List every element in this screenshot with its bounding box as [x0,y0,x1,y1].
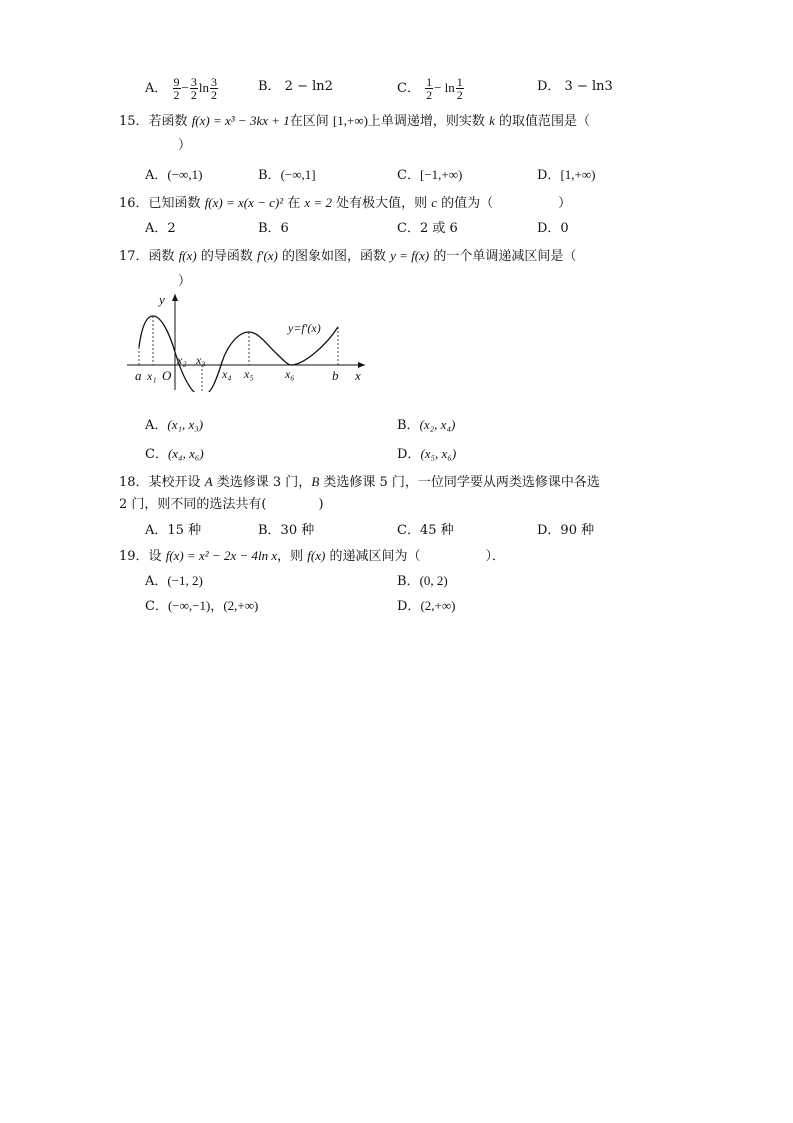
q14-option-a: A． $\frac{9}{2}$ − $\frac{3}{2}$ ln $\frac{3}{2}$ [145,75,217,102]
q16-option-c: C．2 或 6 [397,221,458,236]
q15-option-a: A．(−∞,1) [145,167,203,183]
derivative-graph [125,292,375,392]
q19-option-b: B．(0, 2) [397,573,448,589]
q16-option-b: B．6 [258,221,289,236]
q18-option-d: D．90 种 [537,523,595,538]
q17-option-d: D．(x₅, x₆) [397,446,457,462]
q18-stem: 18．某校开设 A 类选修课 3 门，B 类选修课 5 门，一位同学要从两类选修课中各选 [119,474,600,490]
fraction: $\frac{3}{2}$ [211,75,217,102]
label-x1: x₁ [147,369,157,383]
label-x2: x₂ [177,353,187,367]
q18-option-a: A．15 种 [145,523,202,538]
label-b: b [332,368,339,383]
label-x4: x₄ [222,367,232,381]
q18-stem-line2: 2 门，则不同的选法共有( ) [119,497,324,512]
q15-stem-close: ） [178,138,192,153]
q17-option-a: A．(x₁, x₃) [145,417,204,433]
q15-option-b: B．(−∞,1] [258,167,316,183]
q17-option-c: C．(x₄, x₆) [145,446,204,462]
q14-option-d: D． 3 − ln3 [537,79,613,94]
y-axis-arrow [172,294,178,301]
label-origin: O [162,368,172,383]
curve-label: y=f′(x) [288,321,321,335]
q16-stem: 16．已知函数 f(x) = x(x − c)² 在 x = 2 处有极大值，则 c 的值为（ ） [119,195,572,211]
x-axis-label: x [355,368,361,383]
q19-option-d: D．(2,+∞) [397,598,456,614]
q18-option-c: C．45 种 [397,523,454,538]
q18-option-b: B．30 种 [258,523,315,538]
fraction: $\frac{1}{2}$ [426,75,433,102]
label-x3: x₃ [196,353,206,367]
fraction: $\frac{1}{2}$ [456,75,463,102]
q19-stem: 19．设 f(x) = x² − 2x − 4ln x，则 f(x) 的递减区间为（ ）． [119,548,505,564]
label-a: a [135,368,142,383]
q15-option-d: D．[1,+∞) [537,167,596,183]
q17-stem-close: ） [178,274,192,289]
q16-option-a: A．2 [145,221,176,236]
q16-option-d: D．0 [537,221,569,236]
fraction: $\frac{9}{2}$ [173,75,180,102]
q17-stem: 17．函数 f(x) 的导函数 f′(x) 的图象如图，函数 y = f(x) 的一个单调递减区间是（ [119,248,577,264]
q14-option-c: C． $\frac{1}{2}$ − ln $\frac{1}{2}$ [397,75,463,102]
q15-stem: 15．若函数 f(x) = x³ − 3kx + 1在区间 [1,+∞)上单调递增，则实数 k 的取值范围是（ [119,113,590,129]
q19-option-a: A．(−1, 2) [145,573,203,589]
fraction: $\frac{3}{2}$ [190,75,197,102]
y-axis-label: y [159,292,165,307]
q17-option-b: B．(x₂, x₄) [397,417,456,433]
q19-option-c: C．(−∞,−1)，(2,+∞) [145,598,259,614]
label-x6: x₆ [285,367,295,381]
label-x5: x₅ [244,367,254,381]
q14-option-b: B． 2 − ln2 [258,79,333,94]
q15-option-c: C．[−1,+∞) [397,167,463,183]
